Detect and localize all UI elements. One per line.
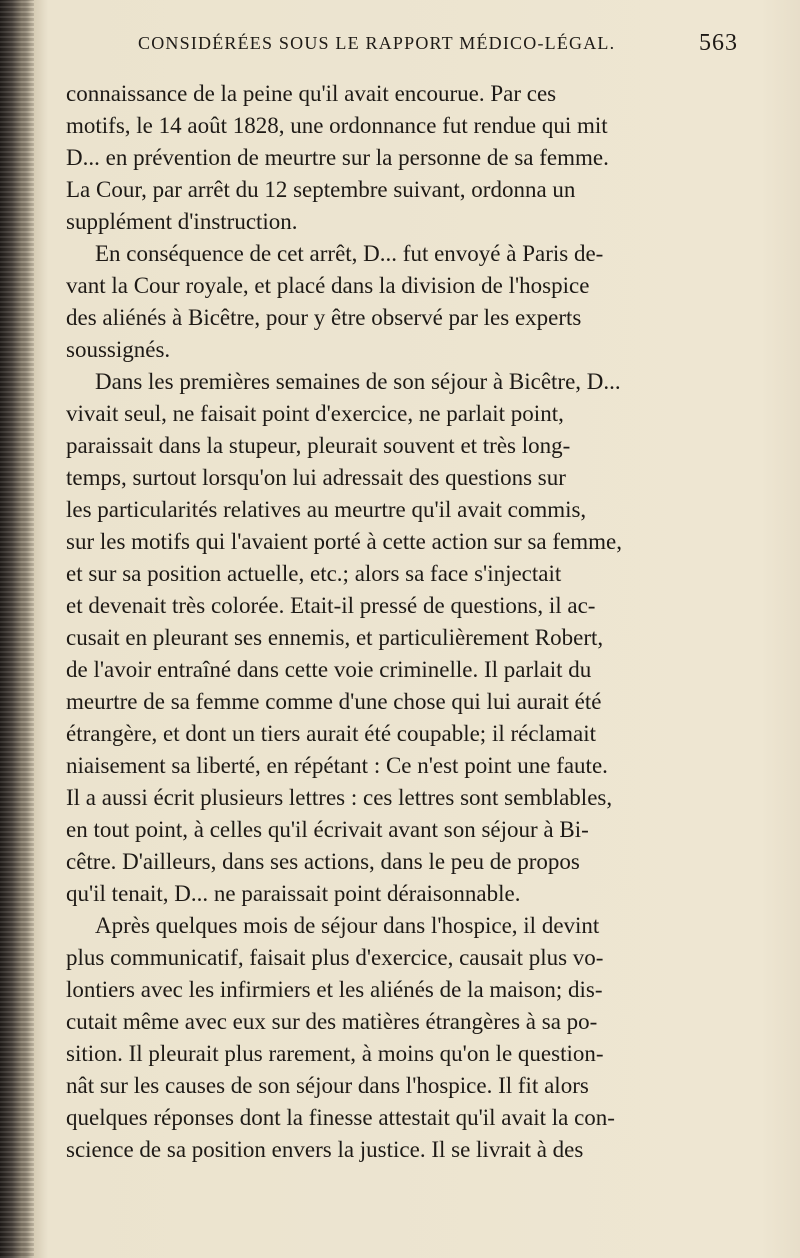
text-line: étrangère, et dont un tiers aurait été coupable; il réclamait — [66, 721, 597, 746]
text-line: temps, surtout lorsqu'on lui adressait des questions sur — [66, 465, 566, 490]
text-line: paraissait dans la stupeur, pleurait souvent et très long- — [66, 433, 571, 458]
text-line: et sur sa position actuelle, etc.; alors sa face s'injectait — [66, 561, 562, 586]
text-line: meurtre de sa femme comme d'une chose qui lui aurait été — [66, 689, 602, 714]
paragraph-line: Dans les premières semaines de son séjour à Bicêtre, D... — [95, 369, 621, 394]
text-line: plus communicatif, faisait plus d'exercice, causait plus vo- — [66, 945, 604, 970]
text-line: sition. Il pleurait plus rarement, à moins qu'on le question- — [66, 1041, 604, 1066]
paragraph-line: Après quelques mois de séjour dans l'hospice, il devint — [95, 913, 600, 938]
text-line: Il a aussi écrit plusieurs lettres : ces lettres sont semblables, — [66, 785, 613, 810]
text-line: vivait seul, ne faisait point d'exercice, ne parlait point, — [66, 401, 564, 426]
paragraph-line: En conséquence de cet arrêt, D... fut envoyé à Paris de- — [95, 241, 604, 266]
text-line: qu'il tenait, D... ne paraissait point déraisonnable. — [66, 881, 521, 906]
text-line: supplément d'instruction. — [66, 209, 298, 234]
text-line: cêtre. D'ailleurs, dans ses actions, dans le peu de propos — [66, 849, 580, 874]
text-line: en tout point, à celles qu'il écrivait avant son séjour à Bi- — [66, 817, 589, 842]
text-line: cutait même avec eux sur des matières étrangères à sa po- — [66, 1009, 598, 1034]
running-header-title: CONSIDÉRÉES SOUS LE RAPPORT MÉDICO-LÉGAL. — [138, 33, 616, 53]
book-binding-edge — [0, 0, 34, 1258]
text-line: motifs, le 14 août 1828, une ordonnance fut rendue qui mit — [66, 113, 608, 138]
text-line: et devenait très colorée. Etait-il pressé de questions, il ac- — [66, 593, 596, 618]
text-line: science de sa position envers la justice. Il se livrait à des — [66, 1137, 584, 1162]
running-header — [138, 28, 738, 68]
text-line: D... en prévention de meurtre sur la personne de sa femme. — [66, 145, 609, 170]
text-line: quelques réponses dont la finesse attestait qu'il avait la con- — [66, 1105, 615, 1130]
text-line: La Cour, par arrêt du 12 septembre suivant, ordonna un — [66, 177, 576, 202]
text-line: niaisement sa liberté, en répétant : Ce n'est point une faute. — [66, 753, 608, 778]
text-line: nât sur les causes de son séjour dans l'hospice. Il fit alors — [66, 1073, 589, 1098]
text-line: cusait en pleurant ses ennemis, et particulièrement Robert, — [66, 625, 604, 650]
page-number: 563 — [699, 30, 738, 56]
text-line: lontiers avec les infirmiers et les aliénés de la maison; dis- — [66, 977, 603, 1002]
text-line: les particularités relatives au meurtre qu'il avait commis, — [66, 497, 587, 522]
text-line: de l'avoir entraîné dans cette voie criminelle. Il parlait du — [66, 657, 592, 682]
text-line: sur les motifs qui l'avaient porté à cette action sur sa femme, — [66, 529, 622, 554]
text-line: des aliénés à Bicêtre, pour y être observé par les experts — [66, 305, 582, 330]
text-line: soussignés. — [66, 337, 171, 362]
text-line: connaissance de la peine qu'il avait encourue. Par ces — [66, 81, 557, 106]
text-line: vant la Cour royale, et placé dans la division de l'hospice — [66, 273, 590, 298]
